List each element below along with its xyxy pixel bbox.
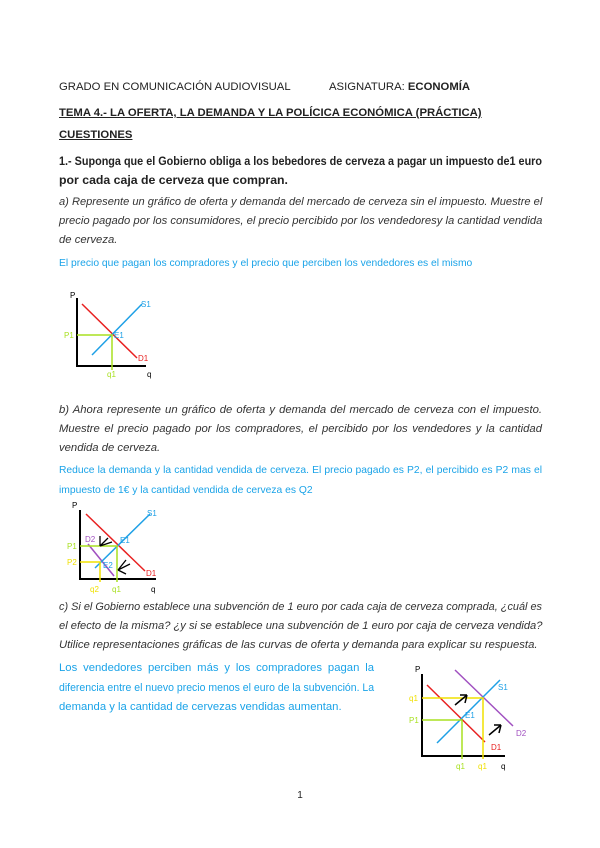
part-c-line: el efecto de la misma? ¿y si se establece una subvención de 1 euro por caja de cerveza vendida? [59,620,543,632]
p1-label: P1 [409,716,419,725]
demand-curve [82,304,137,358]
subject [329,80,470,94]
part-a-line: de cerveza. [59,234,118,246]
part-c-answer: diferencia entre el nuevo precio menos el euro de la subvención. La [59,682,375,694]
q2-label: q2 [90,585,99,594]
d2-label: D2 [516,729,527,738]
part-c-line: c) Si el Gobierno establece una subvención de 1 euro por cada caja de cerveza comprada, ¿cuál es [59,601,542,613]
graph-subsidy [385,660,545,775]
q1-label: q1 [456,762,465,771]
p2-label: q1 [409,694,418,703]
d1-label: D1 [491,743,502,752]
part-b-line: vendida de cerveza. [59,442,161,454]
p1-label: P1 [64,331,74,340]
s1-label: S1 [141,300,151,309]
arrow-icon [118,560,130,574]
s1-label: S1 [498,683,508,692]
q2-label: q1 [478,762,487,771]
part-b-answer: impuesto de 1€ y la cantidad vendida de cerveza es Q2 [59,485,313,496]
page-number: 1 [297,790,303,801]
equilibrium-guides [422,720,462,759]
part-c-line: Utilice representaciones gráficas de las curvas de oferta y demanda para explicar su respuesta. [59,639,538,651]
section-heading: CUESTIONES [59,129,133,141]
graph-no-tax [50,280,170,380]
header [59,80,542,94]
demand-curve [427,685,485,742]
question1-line: 1.- Suponga que el Gobierno obliga a los bebedores de cerveza a pagar un impuesto de1 euro [59,154,542,168]
part-b-line: b) Ahora represente un gráfico de oferta y demanda del mercado de cerveza con el impuesto. [59,404,542,416]
e1-label: E1 [120,536,130,545]
e1-label: E1 [114,331,124,340]
s1-label: S1 [147,509,157,518]
demand-curve-2 [88,544,114,576]
q-label: q [151,585,156,594]
d1-label: D1 [138,354,149,363]
part-c-answer: demanda y la cantidad de cervezas vendidas aumentan. [59,701,342,713]
page-title: TEMA 4.- LA OFERTA, LA DEMANDA Y LA POLÍCICA ECONÓMICA (PRÁCTICA) [59,107,482,119]
p-label: P [415,665,421,674]
degree-label: GRADO EN COMUNICACIÓN AUDIOVISUAL [59,81,291,93]
e1-label: E1 [465,711,475,720]
e2-label: E2 [103,561,113,570]
d1-label: D1 [146,569,157,578]
d2-label: D2 [85,535,96,544]
q1-label: q1 [107,370,116,379]
arrow-icon [489,725,501,735]
part-b-line: Muestre el precio pagado por los compradores, el percibido por los vendedores y la cantidad [59,423,542,435]
p-label: P [72,501,78,510]
p1-label: P1 [67,542,77,551]
part-b-answer: Reduce la demanda y la cantidad vendida de cerveza. El precio pagado es P2, el percibido es P2 mas el [59,465,542,476]
part-c-answer: Los vendedores perciben más y los compradores pagan la [59,662,374,674]
subject-label: ASIGNATURA: [329,81,408,93]
part-a-line: a) Represente un gráfico de oferta y demanda del mercado de cerveza sin el impuesto. Muestre el [59,196,543,208]
part-a-line: precio pagado por los consumidores, el precio percibido por los vendedoresy la cantidad vendida [59,215,543,227]
p2-label: P2 [67,558,77,567]
p-label: P [70,291,76,300]
subject-name: ECONOMÍA [407,81,471,93]
arrow-icon [455,695,467,705]
q1-label: q1 [112,585,121,594]
q-label: q [147,370,152,379]
supply-curve [92,304,142,355]
part-a-answer: El precio que pagan los compradores y el precio que perciben los vendedores es el mismo [59,258,473,269]
question1-line: por cada caja de cerveza que compran. [59,173,288,187]
q-label: q [501,762,506,771]
graph-tax [50,496,170,596]
